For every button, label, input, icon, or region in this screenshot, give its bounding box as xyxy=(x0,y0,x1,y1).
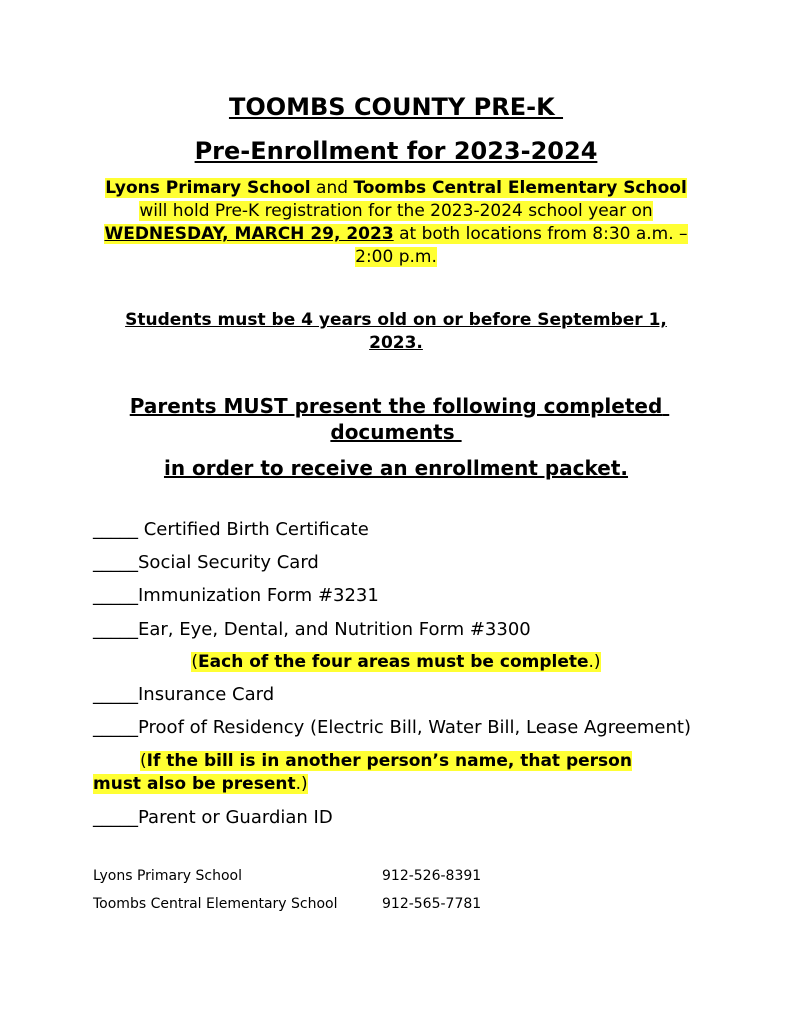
school-2-name: Toombs Central Elementary School xyxy=(353,178,687,198)
documents-heading-2: in order to receive an enrollment packet. xyxy=(163,456,629,480)
contact-name-lyons: Lyons Primary School xyxy=(93,868,243,884)
school-1-name: Lyons Primary School xyxy=(105,178,311,198)
intro-paragraph xyxy=(96,177,696,269)
intro-text-2: at both locations from 8:30 a.m. – 2:00 p.m. xyxy=(355,224,688,267)
registration-date: WEDNESDAY, MARCH 29, 2023 xyxy=(104,224,394,244)
page-title: TOOMBS COUNTY PRE-K xyxy=(228,93,564,121)
documents-heading: Parents MUST present the following completed documents xyxy=(129,394,670,444)
note-bill xyxy=(93,750,683,796)
note-bill-open-paren: ( xyxy=(140,751,147,771)
note-open-paren: ( xyxy=(191,652,199,672)
page-subtitle: Pre-Enrollment for 2023-2024 xyxy=(194,137,598,165)
checklist-item-social-security: _____Social Security Card xyxy=(93,552,319,573)
checklist-item-insurance: _____Insurance Card xyxy=(93,684,275,705)
checklist-item-residency: _____Proof of Residency (Electric Bill, Water Bill, Lease Agreement) xyxy=(93,717,691,738)
age-requirement: Students must be 4 years old on or before September 1, 2023. xyxy=(125,310,667,353)
contact-phone-toombs-central: 912-565-7781 xyxy=(382,896,482,912)
note-close-paren: .) xyxy=(588,652,601,672)
checklist-item-immunization: _____Immunization Form #3231 xyxy=(93,585,379,606)
intro-text-1: will hold Pre-K registration for the 2023-2024 school year on xyxy=(139,201,653,221)
intro-and: and xyxy=(310,178,354,198)
note-bill-text: If the bill is in another person’s name, that person must also be present xyxy=(93,751,632,794)
contact-name-toombs-central: Toombs Central Elementary School xyxy=(93,896,338,912)
note-bill-close-paren: .) xyxy=(295,774,308,794)
checklist-item-birth-certificate: _____ Certified Birth Certificate xyxy=(93,519,369,540)
checklist-item-health-form: _____Ear, Eye, Dental, and Nutrition Form #3300 xyxy=(93,619,531,640)
note-four-areas xyxy=(0,651,792,674)
note-four-areas-text: Each of the four areas must be complete xyxy=(198,652,589,672)
contact-phone-lyons: 912-526-8391 xyxy=(382,868,482,884)
checklist-item-guardian-id: _____Parent or Guardian ID xyxy=(93,807,333,828)
